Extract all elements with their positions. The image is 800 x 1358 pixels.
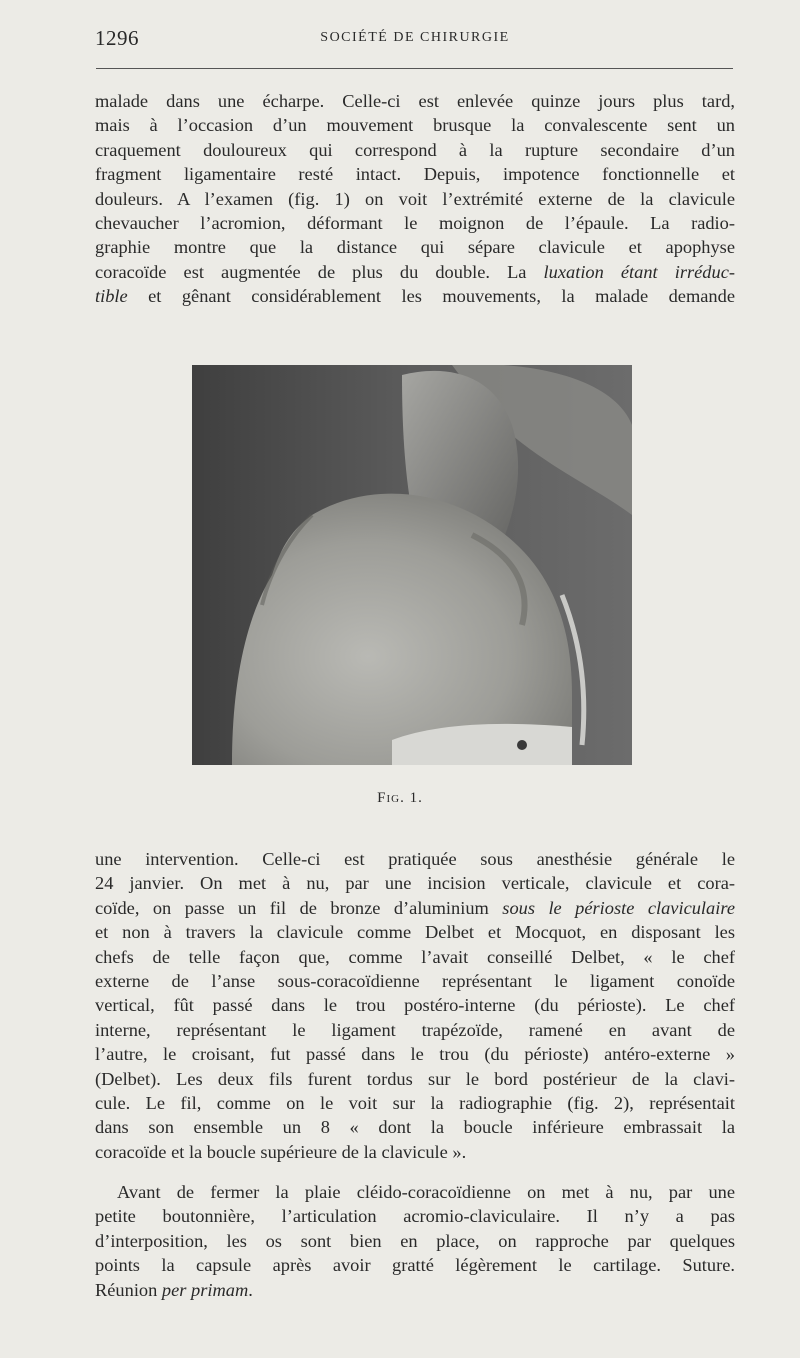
italic-run: tible bbox=[95, 286, 128, 307]
text-line: l’autre, le croisant, fut passé dans le trou (du périoste) antéro-externe » bbox=[95, 1044, 735, 1065]
text-line: fragment ligamentaire resté intact. Depuis, impotence fonctionnelle et bbox=[95, 164, 735, 185]
text-line bbox=[95, 896, 735, 920]
text-line: craquement douloureux qui correspond à la rupture secondaire d’un bbox=[95, 139, 735, 160]
text-line: dans son ensemble un 8 « dont la boucle inférieure embrassait la bbox=[95, 1117, 735, 1138]
text-line: d’interposition, les os sont bien en place, on rapproche par quelques bbox=[95, 1230, 735, 1251]
text-line: coracoïde et la boucle supérieure de la clavicule ». bbox=[95, 1141, 467, 1162]
text-line: mais à l’occasion d’un mouvement brusque la convalescente sent un bbox=[95, 115, 735, 136]
text-line: petite boutonnière, l’articulation acromio-claviculaire. Il n’y a pas bbox=[95, 1206, 735, 1227]
text-line: Avant de fermer la plaie cléido-coracoïdienne on met à nu, par une bbox=[117, 1182, 735, 1202]
text-run: et gênant considérablement les mouvements, la malade demande bbox=[127, 286, 735, 307]
text-line: chefs de telle façon que, comme l’avait conseillé Delbet, « le chef bbox=[95, 946, 735, 967]
paragraph-1 bbox=[95, 89, 735, 309]
text-line: malade dans une écharpe. Celle-ci est enlevée quinze jours plus tard, bbox=[95, 91, 735, 111]
text-line: externe de l’anse sous-coracoïdienne représentant le ligament conoïde bbox=[95, 970, 735, 991]
text-line: interne, représentant le ligament trapézoïde, ramené en avant de bbox=[95, 1019, 735, 1040]
text-line bbox=[95, 1278, 735, 1302]
text-line bbox=[95, 260, 735, 284]
paragraph-3 bbox=[95, 1180, 735, 1302]
text-line bbox=[95, 284, 735, 308]
italic-run: luxation étant irréduc- bbox=[543, 261, 735, 282]
shoulder-photo-image bbox=[192, 365, 632, 765]
text-run: coïde, on passe un fil de bronze d’aluminium bbox=[95, 897, 503, 918]
text-line: (Delbet). Les deux fils furent tordus sur le bord postérieur de la clavi- bbox=[95, 1068, 735, 1089]
page-header bbox=[95, 26, 735, 50]
text-line: points la capsule après avoir gratté légèrement le cartilage. Suture. bbox=[95, 1255, 735, 1276]
text-run: Réunion bbox=[95, 1279, 162, 1300]
text-line: graphie montre que la distance qui sépare clavicule et apophyse bbox=[95, 237, 735, 258]
text-line: et non à travers la clavicule comme Delbet et Mocquot, en disposant les bbox=[95, 922, 735, 943]
text-line: 24 janvier. On met à nu, par une incision verticale, clavicule et cora- bbox=[95, 873, 735, 894]
text-line: une intervention. Celle-ci est pratiquée sous anesthésie générale le bbox=[95, 849, 735, 869]
text-line: vertical, fût passé dans le trou postéro-interne (du périoste). Le chef bbox=[95, 995, 735, 1016]
header-rule bbox=[96, 68, 733, 69]
paragraph-2 bbox=[95, 847, 735, 1164]
running-head: SOCIÉTÉ DE CHIRURGIE bbox=[320, 30, 510, 45]
text-line: chevaucher l’acromion, déformant le moignon de l’épaule. La radio- bbox=[95, 212, 735, 233]
text-line: cule. Le fil, comme on le voit sur la radiographie (fig. 2), représentait bbox=[95, 1092, 735, 1113]
figure-caption: Fig. 1. bbox=[377, 790, 423, 806]
italic-run: sous le périoste claviculaire bbox=[502, 897, 735, 918]
italic-run: per primam bbox=[161, 1279, 249, 1300]
page-number: 1296 bbox=[95, 26, 139, 50]
text-run: . bbox=[248, 1279, 253, 1300]
text-run: coracoïde est augmentée de plus du double. La bbox=[95, 261, 544, 282]
text-line: douleurs. A l’examen (fig. 1) on voit l’extrémité externe de la clavicule bbox=[95, 188, 735, 209]
figure-photograph bbox=[192, 365, 632, 765]
